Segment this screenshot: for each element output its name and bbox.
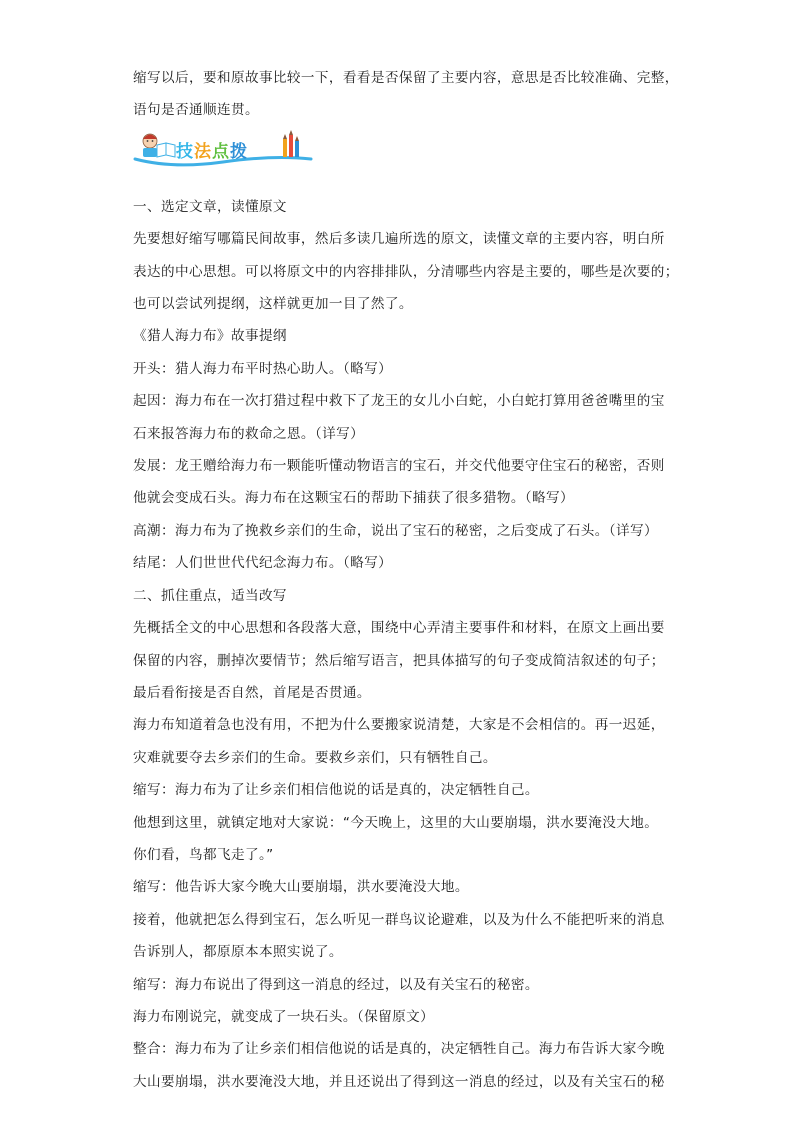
banner-char-2: 法 xyxy=(194,141,212,162)
example-line: 他想到这里，就镇定地对大家说：“今天晚上，这里的大山要崩塌，洪水要淹没大地。 xyxy=(133,814,659,831)
banner-char-4: 拨 xyxy=(230,141,248,162)
banner-title xyxy=(176,137,248,162)
tips-banner xyxy=(133,129,663,179)
pencils-icon xyxy=(283,130,299,157)
example-line: 海力布知道着急也没有用，不把为什么要搬家说清楚，大家是不会相信的。再一迟延， xyxy=(133,717,665,734)
paragraph-line: 先要想好缩写哪篇民间故事，然后多读几遍所选的原文，读懂文章的主要内容，明白所 xyxy=(133,231,665,248)
merge-line: 大山要崩塌，洪水要淹没大地，并且还说出了得到这一消息的经过，以及有关宝石的秘 xyxy=(133,1073,665,1090)
outline-item: 发展：龙王赠给海力布一颗能听懂动物语言的宝石，并交代他要守住宝石的秘密，否则 xyxy=(133,458,665,475)
banner-char-1: 技 xyxy=(176,141,194,162)
paragraph-line: 保留的内容，删掉次要情节；然后缩写语言，把具体描写的句子变成简洁叙述的句子； xyxy=(133,652,665,669)
outline-item: 石来报答海力布的救命之恩。（详写） xyxy=(133,425,365,442)
banner-char-3: 点 xyxy=(212,141,230,162)
section-heading-2: 二、抓住重点，适当改写 xyxy=(133,587,287,604)
reading-child-icon xyxy=(143,134,175,157)
intro-line-1: 缩写以后，要和原故事比较一下，看看是否保留了主要内容，意思是否比较准确、完整， xyxy=(133,70,679,86)
outline-item: 起因：海力布在一次打猎过程中救下了龙王的女儿小白蛇，小白蛇打算用爸爸嘴里的宝 xyxy=(133,393,665,410)
intro-line-2: 语句是否通顺连贯。 xyxy=(133,102,259,119)
paragraph-line: 表达的中心思想。可以将原文中的内容排排队，分清哪些内容是主要的，哪些是次要的； xyxy=(133,263,679,280)
paragraph-line: 最后看衔接是否自然，首尾是否贯通。 xyxy=(133,684,371,701)
content-column xyxy=(133,62,679,1098)
paragraph-line: 也可以尝试列提纲，这样就更加一目了然了。 xyxy=(133,296,413,313)
summary-line: 缩写：他告诉大家今晚大山要崩塌，洪水要淹没大地。 xyxy=(133,879,469,896)
example-line: 告诉别人，都原原本本照实说了。 xyxy=(133,944,343,961)
example-line: 灾难就要夺去乡亲们的生命。要救乡亲们，只有牺牲自己。 xyxy=(133,749,497,766)
outline-item: 结尾：人们世世代代纪念海力布。（略写） xyxy=(133,555,393,572)
section-heading-1: 一、选定文章，读懂原文 xyxy=(133,198,287,215)
outline-item: 他就会变成石头。海力布在这颗宝石的帮助下捕获了很多猎物。（略写） xyxy=(133,490,574,507)
merge-line: 整合：海力布为了让乡亲们相信他说的话是真的，决定牺牲自己。海力布告诉大家今晚 xyxy=(133,1041,665,1058)
summary-line: 缩写：海力布为了让乡亲们相信他说的话是真的，决定牺牲自己。 xyxy=(133,782,539,799)
outline-item: 高潮：海力布为了挽救乡亲们的生命，说出了宝石的秘密，之后变成了石头。（详写） xyxy=(133,522,658,539)
outline-title: 《猎人海力布》故事提纲 xyxy=(133,328,287,345)
outline-item: 开头：猎人海力布平时热心助人。（略写） xyxy=(133,360,393,377)
example-line: 接着，他就把怎么得到宝石，怎么听见一群鸟议论避难，以及为什么不能把听来的消息 xyxy=(133,911,665,928)
example-line: 海力布刚说完，就变成了一块石头。（保留原文） xyxy=(133,1008,435,1025)
body-text xyxy=(133,191,679,1098)
paragraph-line: 先概括全文的中心思想和各段落大意，围绕中心弄清主要事件和材料，在原文上画出要 xyxy=(133,620,665,637)
example-line: 你们看，鸟都飞走了。” xyxy=(133,846,274,863)
summary-line: 缩写：海力布说出了得到这一消息的经过，以及有关宝石的秘密。 xyxy=(133,976,539,993)
